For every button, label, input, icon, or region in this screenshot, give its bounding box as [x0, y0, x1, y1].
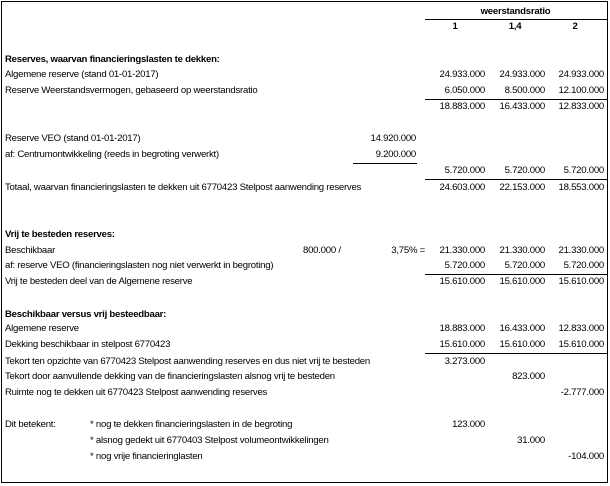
- row-label: Tekort door aanvullende dekking van de financieringslasten alsnog vrij te besteden: [5, 371, 335, 382]
- row-label: Algemene reserve (stand 01-01-2017): [5, 69, 159, 80]
- value-col-1: 3.273.000: [444, 356, 485, 367]
- base-amount: 800.000 /: [303, 245, 341, 256]
- table-row: [0, 385, 610, 401]
- value-col-1: 123.000: [452, 419, 485, 430]
- percentage: 3,75% =: [391, 245, 425, 256]
- table-row: [0, 433, 610, 449]
- table-row: [0, 147, 610, 163]
- value-col-2: 15.610.000: [499, 276, 545, 287]
- row-label: Algemene reserve: [5, 323, 79, 334]
- row-label: Reserve VEO (stand 01-01-2017): [5, 133, 141, 144]
- column-header-1: 1: [452, 21, 458, 32]
- value-col-2: 8.500.000: [504, 85, 545, 96]
- sum-line: [353, 163, 417, 164]
- table-row: [0, 99, 610, 115]
- value-col-3: 21.330.000: [558, 245, 604, 256]
- table-row: [0, 258, 610, 274]
- value-col-2: 24.933.000: [499, 69, 545, 80]
- value-col-3: 12.833.000: [558, 323, 604, 334]
- value-col-1: 24.933.000: [439, 69, 485, 80]
- table-row: [0, 67, 610, 83]
- bullet-note: * nog te dekken financieringslasten in de begroting: [90, 419, 293, 430]
- table-row: [0, 354, 610, 370]
- table-row: [0, 180, 610, 196]
- value-col-3: 5.720.000: [563, 165, 604, 176]
- row-label: af: reserve VEO (financieringslasten nog niet verwerkt in begroting): [5, 260, 274, 271]
- value-col-3: 12.100.000: [558, 85, 604, 96]
- value-col-3: 15.610.000: [558, 276, 604, 287]
- value-col-1: 18.883.000: [439, 101, 485, 112]
- table-row: [0, 274, 610, 290]
- row-label: af: Centrumontwikkeling (reeds in begroting verwerkt): [5, 149, 219, 160]
- row-label: Totaal, waarvan financieringslasten te dekken uit 6770423 Stelpost aanwending reserves: [5, 182, 362, 193]
- value-col-2: 31.000: [517, 435, 545, 446]
- table-row: [0, 227, 610, 243]
- value-col-2: 16.433.000: [499, 101, 545, 112]
- value-col-3: 15.610.000: [558, 339, 604, 350]
- sub-amount: 14.920.000: [370, 133, 416, 144]
- column-header-1-4: 1,4: [508, 21, 522, 32]
- section-title: Beschikbaar versus vrij besteedbaar:: [5, 309, 167, 320]
- row-label: Tekort ten opzichte van 6770423 Stelpost aanwending reserves en dus niet vrij te besteden: [5, 356, 370, 367]
- value-col-3: 12.833.000: [558, 101, 604, 112]
- value-col-3: -2.777.000: [560, 387, 604, 398]
- value-col-1: 5.720.000: [444, 260, 485, 271]
- value-col-3: -104.000: [568, 451, 604, 462]
- sum-line: [425, 353, 607, 354]
- column-header-2: 2: [572, 21, 578, 32]
- value-col-1: 6.050.000: [444, 85, 485, 96]
- value-col-1: 24.603.000: [439, 182, 485, 193]
- table-row: [0, 321, 610, 337]
- table-row: [0, 83, 610, 99]
- row-label: Dit betekent:: [5, 419, 56, 430]
- table-row: [0, 131, 610, 147]
- value-col-2: 823.000: [512, 371, 545, 382]
- section-title: Vrij te besteden reserves:: [5, 229, 115, 240]
- value-col-2: 22.153.000: [499, 182, 545, 193]
- table-row: [0, 163, 610, 179]
- table-row: [0, 417, 610, 433]
- value-col-1: 21.330.000: [439, 245, 485, 256]
- value-col-3: 5.720.000: [563, 260, 604, 271]
- row-label: Reserve Weerstandsvermogen, gebaseerd op weerstandsratio: [5, 85, 258, 96]
- value-col-2: 21.330.000: [499, 245, 545, 256]
- bullet-note: * nog vrije financieringlasten: [90, 451, 203, 462]
- section-title: Reserves, waarvan financieringslasten te dekken:: [5, 54, 220, 65]
- value-col-2: 16.433.000: [499, 323, 545, 334]
- value-col-1: 15.610.000: [439, 339, 485, 350]
- value-col-1: 5.720.000: [444, 165, 485, 176]
- value-col-1: 15.610.000: [439, 276, 485, 287]
- value-col-3: 24.933.000: [558, 69, 604, 80]
- value-col-3: 18.553.000: [558, 182, 604, 193]
- sub-amount: 9.200.000: [375, 149, 416, 160]
- sum-line: [425, 179, 607, 180]
- sum-line: [425, 274, 607, 275]
- header-columns-row: [0, 19, 610, 35]
- row-label: Dekking beschikbaar in stelpost 6770423: [5, 339, 171, 350]
- row-label: Vrij te besteden deel van de Algemene reserve: [5, 276, 193, 287]
- row-label: Beschikbaar: [5, 245, 56, 256]
- bullet-note: * alsnog gedekt uit 6770403 Stelpost volumeontwikkelingen: [90, 435, 329, 446]
- table-row: [0, 52, 610, 68]
- value-col-2: 5.720.000: [504, 260, 545, 271]
- row-label: Ruimte nog te dekken uit 6770423 Stelpost aanwending reserves: [5, 387, 268, 398]
- table-row: [0, 243, 610, 259]
- weerstandsratio-header: weerstandsratio: [480, 6, 551, 17]
- table-row: [0, 449, 610, 465]
- table-row: [0, 337, 610, 353]
- value-col-1: 18.883.000: [439, 323, 485, 334]
- table-row: [0, 369, 610, 385]
- header-group-row: [0, 4, 610, 20]
- value-col-2: 5.720.000: [504, 165, 545, 176]
- sum-line: [425, 99, 607, 100]
- value-col-2: 15.610.000: [499, 339, 545, 350]
